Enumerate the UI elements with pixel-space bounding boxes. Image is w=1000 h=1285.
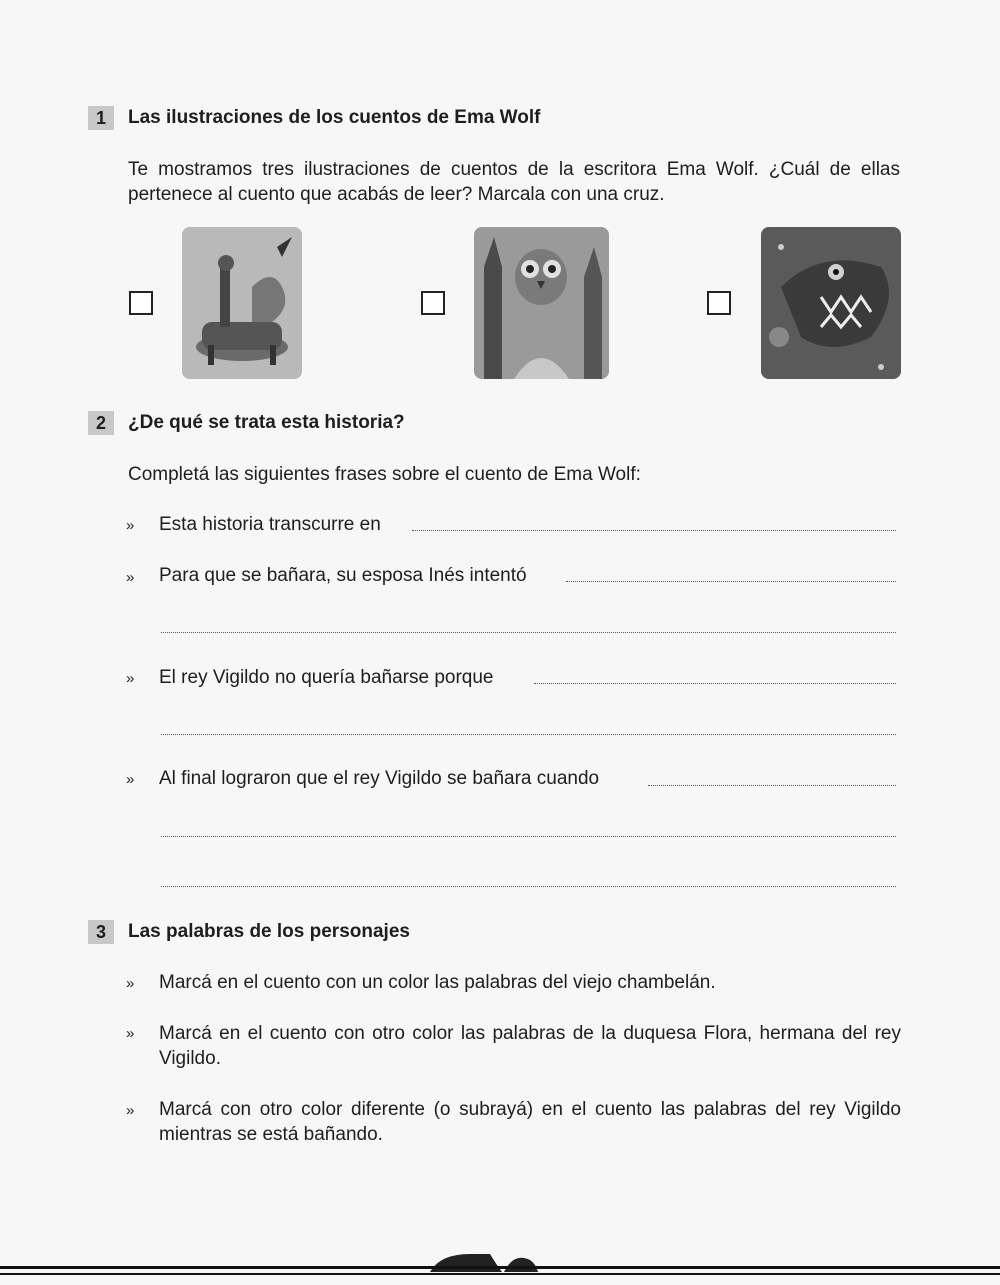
footer-rule bbox=[0, 1266, 1000, 1269]
sentence-prompt-2: Para que se bañara, su esposa Inés intentó bbox=[159, 564, 541, 588]
section-number-3: 3 bbox=[88, 920, 114, 944]
footer-ornament bbox=[430, 1252, 540, 1272]
dragon-illustration bbox=[761, 227, 901, 379]
owl-forest-illustration bbox=[474, 227, 609, 379]
section2-instructions: Completá las siguientes frases sobre el cuento de Ema Wolf: bbox=[128, 464, 641, 485]
answer-line[interactable] bbox=[161, 632, 896, 633]
sentence-prompt-1: Esta historia transcurre en bbox=[159, 513, 395, 537]
bathtub-king-illustration bbox=[182, 227, 302, 379]
bullet-marker: » bbox=[126, 569, 135, 586]
answer-line[interactable] bbox=[161, 734, 896, 735]
answer-line[interactable] bbox=[534, 683, 896, 684]
answer-line[interactable] bbox=[412, 530, 896, 531]
task-item-2: Marcá en el cuento con otro color las palabras de la duquesa Flora, hermana del rey Vigildo. bbox=[159, 1023, 901, 1069]
section-title-3: Las palabras de los personajes bbox=[128, 921, 410, 942]
option-1-checkbox[interactable] bbox=[129, 291, 153, 315]
task-item-3: Marcá con otro color diferente (o subrayá) en el cuento las palabras del rey Vigildo mientras se está bañando. bbox=[159, 1099, 901, 1145]
bullet-marker: » bbox=[126, 975, 135, 992]
task-item-1: Marcá en el cuento con un color las palabras del viejo chambelán. bbox=[159, 970, 901, 995]
answer-line[interactable] bbox=[566, 581, 896, 582]
option-2-checkbox[interactable] bbox=[421, 291, 445, 315]
sentence-prompt-3: El rey Vigildo no quería bañarse porque bbox=[159, 666, 508, 690]
section-number-2: 2 bbox=[88, 411, 114, 435]
answer-line[interactable] bbox=[648, 785, 896, 786]
answer-line[interactable] bbox=[161, 886, 896, 887]
bullet-marker: » bbox=[126, 517, 135, 534]
bullet-marker: » bbox=[126, 670, 135, 687]
footer-rule bbox=[0, 1273, 1000, 1275]
answer-line[interactable] bbox=[161, 836, 896, 837]
section1-instructions: Te mostramos tres ilustraciones de cuentos de la escritora Ema Wolf. ¿Cuál de ellas pertenece al cuento que acabás de leer? Marcala con una cruz. bbox=[128, 159, 900, 205]
sentence-prompt-4: Al final lograron que el rey Vigildo se bañara cuando bbox=[159, 767, 613, 791]
section-title-2: ¿De qué se trata esta historia? bbox=[128, 412, 405, 433]
bullet-marker: » bbox=[126, 771, 135, 788]
bullet-marker: » bbox=[126, 1025, 135, 1042]
option-3-checkbox[interactable] bbox=[707, 291, 731, 315]
section-title-1: Las ilustraciones de los cuentos de Ema Wolf bbox=[128, 107, 541, 128]
bullet-marker: » bbox=[126, 1102, 135, 1119]
section-number-1: 1 bbox=[88, 106, 114, 130]
